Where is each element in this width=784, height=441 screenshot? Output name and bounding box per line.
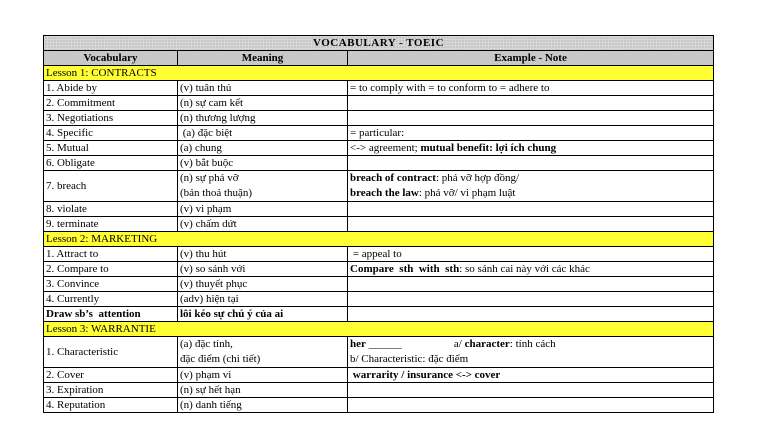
- lesson-row: [44, 66, 714, 81]
- meaning-cell[interactable]: (a) đặc biệt: [178, 126, 348, 141]
- table-row: [44, 126, 714, 141]
- note-cell[interactable]: [348, 277, 714, 292]
- note-cell[interactable]: [348, 383, 714, 398]
- header-row: [44, 51, 714, 66]
- note-cell[interactable]: [348, 292, 714, 307]
- table-row: [44, 368, 714, 383]
- vocab-cell[interactable]: 4. Reputation: [44, 398, 178, 413]
- meaning-cell[interactable]: (v) so sánh với: [178, 262, 348, 277]
- vocab-cell[interactable]: 3. Negotiations: [44, 111, 178, 126]
- note-cell[interactable]: [348, 141, 714, 156]
- lesson-3-title[interactable]: Lesson 3: WARRANTIE: [44, 322, 714, 337]
- table-row: [44, 96, 714, 111]
- vocab-cell[interactable]: 9. terminate: [44, 217, 178, 232]
- table-row: [44, 398, 714, 413]
- table-row: [44, 111, 714, 126]
- note-cell[interactable]: [348, 262, 714, 277]
- meaning-cell[interactable]: (v) thuyết phục: [178, 277, 348, 292]
- note-text: <-> agreement;: [350, 142, 421, 154]
- meaning-cell[interactable]: (v) tuân thủ: [178, 81, 348, 96]
- table-row: [44, 81, 714, 96]
- vocab-cell[interactable]: Draw sb’s attention: [44, 307, 178, 322]
- vocab-cell[interactable]: 2. Cover: [44, 368, 178, 383]
- table-row: [44, 383, 714, 398]
- table-row: [44, 156, 714, 171]
- vocabulary-table: [43, 35, 714, 413]
- lesson-row: [44, 232, 714, 247]
- note-bold-text: Compare sth with sth: [350, 263, 460, 275]
- header-example-note[interactable]: Example - Note: [348, 51, 714, 66]
- lesson-1-title[interactable]: Lesson 1: CONTRACTS: [44, 66, 714, 81]
- vocab-cell[interactable]: 6. Obligate: [44, 156, 178, 171]
- note-cell[interactable]: warrarity / insurance <-> cover: [348, 368, 714, 383]
- vocab-cell[interactable]: 2. Compare to: [44, 262, 178, 277]
- vocab-cell[interactable]: 1. Attract to: [44, 247, 178, 262]
- lesson-2-title[interactable]: Lesson 2: MARKETING: [44, 232, 714, 247]
- vocab-cell[interactable]: 4. Currently: [44, 292, 178, 307]
- vocab-cell[interactable]: 8. violate: [44, 202, 178, 217]
- header-meaning[interactable]: Meaning: [178, 51, 348, 66]
- table-row: [44, 307, 714, 322]
- table-row: [44, 277, 714, 292]
- note-cell[interactable]: = to comply with = to conform to = adhere to: [348, 81, 714, 96]
- meaning-cell[interactable]: (v) chấm dứt: [178, 217, 348, 232]
- note-cell[interactable]: = particular:: [348, 126, 714, 141]
- table-row: [44, 292, 714, 307]
- vocab-cell[interactable]: 1. Characteristic: [44, 337, 178, 368]
- meaning-cell[interactable]: (n) sự hết hạn: [178, 383, 348, 398]
- note-line: [350, 337, 711, 352]
- note-bold-text: her: [350, 338, 366, 350]
- note-line: [350, 171, 711, 186]
- vocab-cell[interactable]: 1. Abide by: [44, 81, 178, 96]
- meaning-line: (bản thoả thuận): [180, 187, 253, 199]
- note-cell[interactable]: [348, 337, 714, 368]
- note-text: a/: [401, 338, 465, 350]
- note-blank: ______: [365, 338, 402, 350]
- note-line: [350, 186, 711, 201]
- sheet-title[interactable]: VOCABULARY - TOEIC: [44, 36, 714, 51]
- header-vocabulary[interactable]: Vocabulary: [44, 51, 178, 66]
- note-text: : so sánh cai này với các khác: [459, 263, 590, 275]
- table-row: [44, 217, 714, 232]
- meaning-line: (a) đặc tính,: [180, 338, 233, 350]
- vocab-cell[interactable]: 4. Specific: [44, 126, 178, 141]
- meaning-line: đặc điểm (chi tiết): [180, 353, 261, 365]
- meaning-cell[interactable]: lôi kéo sự chú ý của ai: [178, 307, 348, 322]
- note-bold-text: breach of contract: [350, 172, 436, 184]
- note-cell[interactable]: = appeal to: [348, 247, 714, 262]
- table-row: [44, 337, 714, 368]
- meaning-cell[interactable]: (v) phạm vi: [178, 368, 348, 383]
- meaning-cell[interactable]: (a) chung: [178, 141, 348, 156]
- note-text: : phá vỡ hợp đồng/: [435, 172, 520, 184]
- meaning-cell[interactable]: (adv) hiện tại: [178, 292, 348, 307]
- table-row: [44, 247, 714, 262]
- note-cell[interactable]: [348, 96, 714, 111]
- vocab-cell[interactable]: 7. breach: [44, 171, 178, 202]
- meaning-cell[interactable]: (v) thu hút: [178, 247, 348, 262]
- vocab-cell[interactable]: 5. Mutual: [44, 141, 178, 156]
- lesson-row: [44, 322, 714, 337]
- note-bold-text: mutual benefit: lợi ích chung: [420, 142, 557, 154]
- meaning-cell[interactable]: [178, 171, 348, 202]
- note-cell[interactable]: [348, 202, 714, 217]
- title-row: [44, 36, 714, 51]
- note-bold-text: breach the law: [350, 187, 419, 199]
- meaning-cell[interactable]: (n) thương lượng: [178, 111, 348, 126]
- note-cell[interactable]: [348, 307, 714, 322]
- note-text: : tính cách: [509, 338, 556, 350]
- meaning-cell[interactable]: [178, 337, 348, 368]
- meaning-cell[interactable]: (n) sự cam kết: [178, 96, 348, 111]
- note-cell[interactable]: [348, 398, 714, 413]
- note-cell[interactable]: [348, 156, 714, 171]
- meaning-cell[interactable]: (n) danh tiếng: [178, 398, 348, 413]
- vocab-cell[interactable]: 3. Expiration: [44, 383, 178, 398]
- note-bold-text: character: [464, 338, 510, 350]
- note-text: : phá vỡ/ vi phạm luật: [418, 187, 516, 199]
- table-row: [44, 262, 714, 277]
- table-row: [44, 171, 714, 202]
- table-row: [44, 141, 714, 156]
- note-cell[interactable]: [348, 217, 714, 232]
- table-row: [44, 202, 714, 217]
- meaning-line: (n) sự phá vỡ: [180, 172, 239, 184]
- note-cell[interactable]: [348, 171, 714, 202]
- vocab-cell[interactable]: 2. Commitment: [44, 96, 178, 111]
- vocab-cell[interactable]: 3. Convince: [44, 277, 178, 292]
- note-cell[interactable]: [348, 111, 714, 126]
- meaning-cell[interactable]: (v) bắt buộc: [178, 156, 348, 171]
- meaning-cell[interactable]: (v) vi phạm: [178, 202, 348, 217]
- note-line: b/ Characteristic: đặc điểm: [350, 353, 469, 365]
